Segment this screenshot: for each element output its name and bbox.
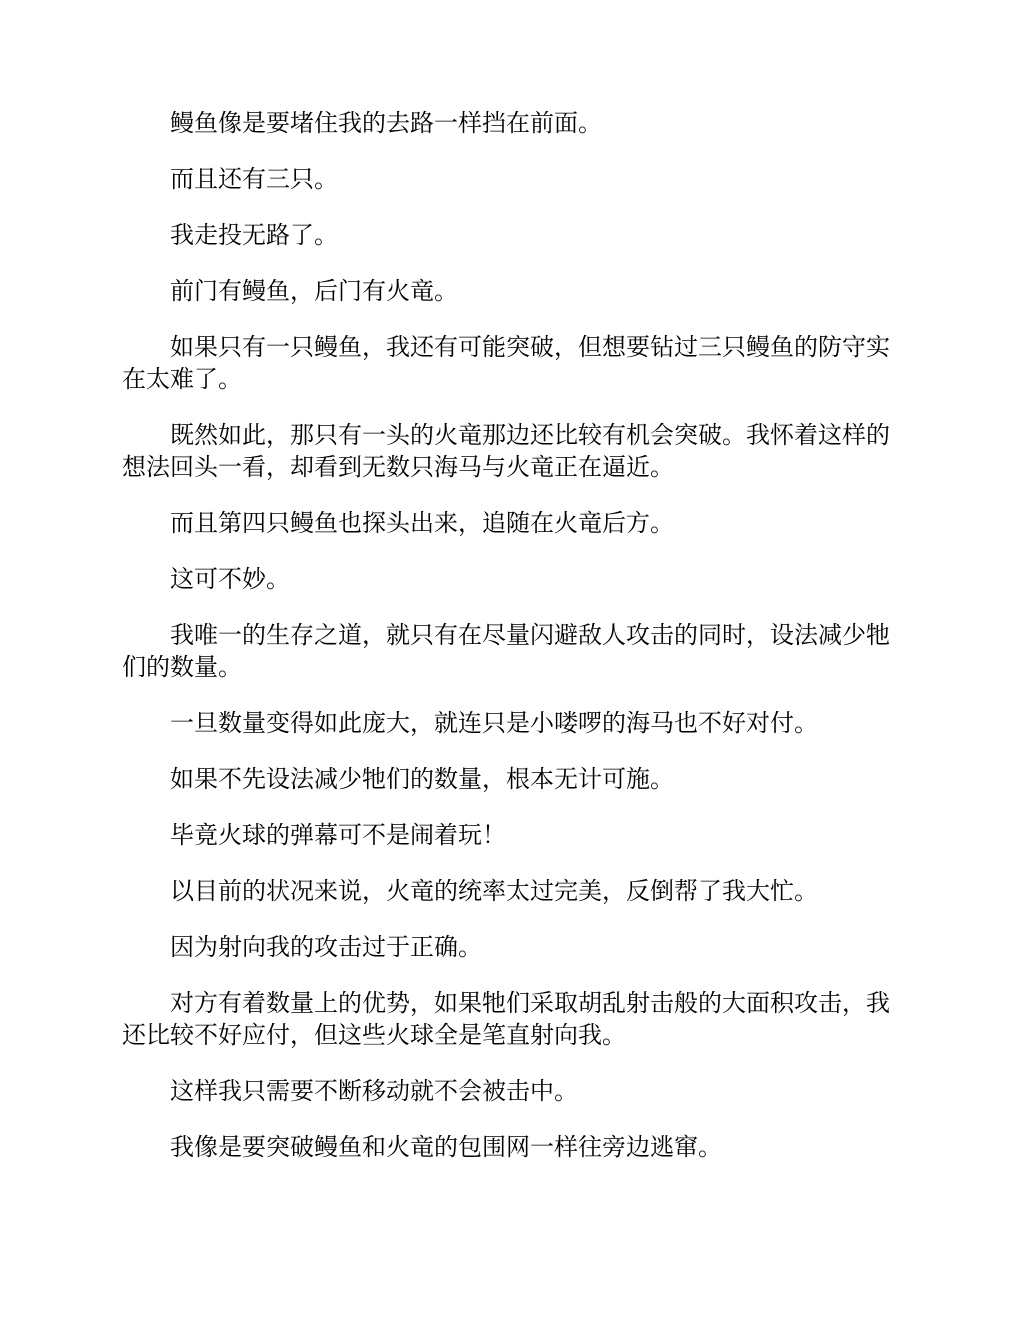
paragraph: 这样我只需要不断移动就不会被击中。 [170,1077,578,1105]
paragraph: 一旦数量变得如此庞大，就连只是小喽啰的海马也不好对付。 [170,709,818,737]
paragraph: 这可不妙。 [170,565,290,593]
paragraph: 鳗鱼像是要堵住我的去路一样挡在前面。 [170,109,602,137]
paragraph: 而且还有三只。 [170,165,338,193]
paragraph: 对方有着数量上的优势，如果牠们采取胡乱射击般的大面积攻击，我还比较不好应付，但这些火球全是笔直射向我。 [122,989,890,1049]
paragraph: 因为射向我的攻击过于正确。 [170,933,482,961]
paragraph: 我像是要突破鳗鱼和火竜的包围网一样往旁边逃窜。 [170,1133,722,1161]
paragraph: 而且第四只鳗鱼也探头出来，追随在火竜后方。 [170,509,674,537]
paragraph: 我唯一的生存之道，就只有在尽量闪避敌人攻击的同时，设法减少牠们的数量。 [122,621,890,681]
paragraph: 如果只有一只鳗鱼，我还有可能突破，但想要钻过三只鳗鱼的防守实在太难了。 [122,333,890,393]
paragraph: 以目前的状况来说，火竜的统率太过完美，反倒帮了我大忙。 [170,877,818,905]
paragraph: 我走投无路了。 [170,221,338,249]
paragraph: 如果不先设法减少牠们的数量，根本无计可施。 [170,765,674,793]
paragraph: 毕竟火球的弹幕可不是闹着玩！ [170,821,506,849]
paragraph: 既然如此，那只有一头的火竜那边还比较有机会突破。我怀着这样的想法回头一看，却看到无数只海马与火竜正在逼近。 [122,421,890,481]
paragraph: 前门有鳗鱼，后门有火竜。 [170,277,458,305]
document-page [122,107,898,1187]
